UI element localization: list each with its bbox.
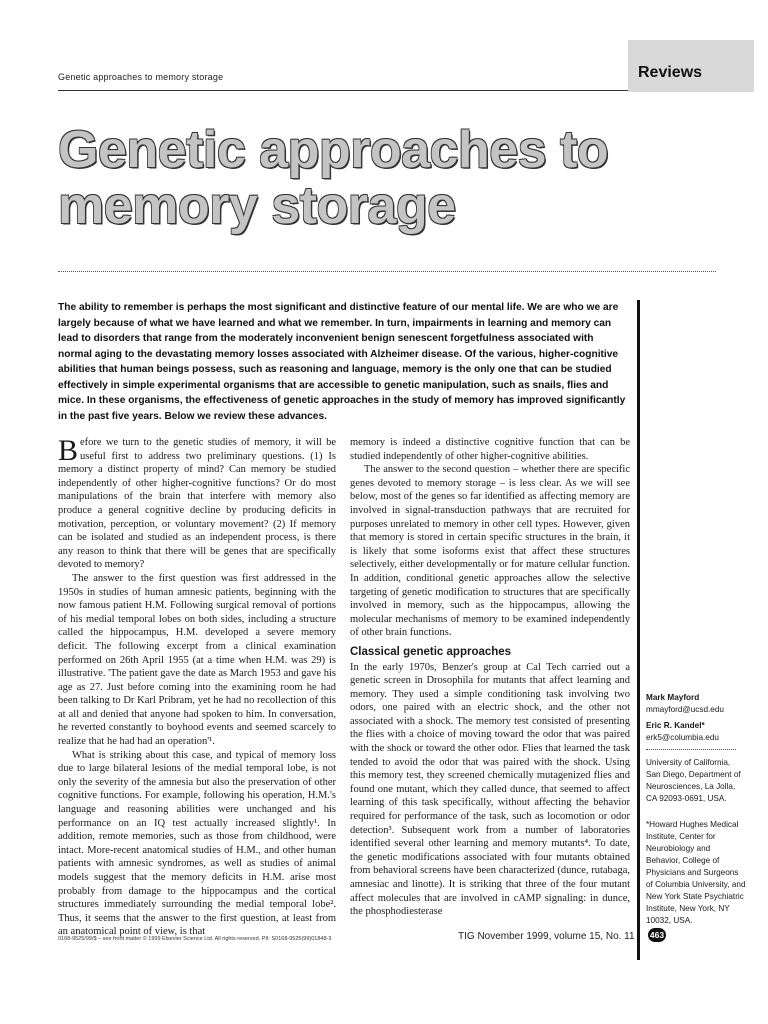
author-email: erk5@columbia.edu (646, 733, 719, 742)
abstract: The ability to remember is perhaps the most significant and distinctive feature of our mental life. We are who we are largely because of what we have learned and what we remember. In turn, impairments in learning and memory can lead to disorders that range from the moderately inconvenient benign senescent forgetfulness associated with normal aging to the devastating memory losses associated with Alzheimer disease. Of the various, higher-cognitive abilities that human beings possess, such as reasoning and language, memory is the only one that can be studied effectively in simple experimental organisms that are accessible to genetic manipulation, such as snails, flies and mice. In these organisms, the effectiveness of genetic approaches in the study of memory has improved significantly in the past five years. Below we review these advances. (58, 302, 626, 422)
header-rule (58, 90, 628, 91)
author-email: mmayford@ucsd.edu (646, 705, 724, 714)
author-divider (646, 749, 736, 750)
paragraph: The answer to the second question – whether there are specific genes devoted to memory storage – is less clear. As we will see below, most of the genes so far identified as affecting memory are involved in signal-transduction pathways that are recruited for purposes unrelated to memory in other cell types. However, given that memory is stored in certain specific structures in the brain, it is likely that some isoforms exist that affect these structures selectively, either developmentally or for mature cellular function. In addition, conditional genetic approaches allow the selective targeting of genetic modification to structures that are specifically involved in memory, such as the hippocampus, allowing the molecular mechanisms of memory to be examined independently of other brain functions. (350, 464, 630, 639)
vertical-rule (637, 300, 640, 960)
paragraph: The answer to the first question was first addressed in the 1950s in studies of human amnesic patients, beginning with the now famous patient H.M. Following surgical removal of portions of his medial temporal lobes on both sides, including a structure called the hippocampus, H.M. developed a severe memory deficit. The following excerpt from a clinical examination performed on 26th April 1955 (at a time when H.M. was 29) is illustrative. 'The patient gave the date as March 1953 and gave his age as 27. Just before coming into the examining room he had been talking to Dr Karl Pribram, yet he had no recollection of this at all and denied that anyone had spoken to him. In conversation, he reverted constantly to boyhood events and seemed scarcely to realize that he had had an operation'¹. (58, 572, 336, 748)
title-divider (58, 271, 716, 272)
author-block (646, 692, 746, 744)
section-label: Reviews (638, 64, 703, 81)
paragraph-text: efore we turn to the genetic studies of memory, it will be useful first to address two preliminary questions. (1) Is memory a distinct property of mind? Can memory be studied independently of other higher-cognitive functions? Or do most manipulations of the brain that interfere with memory also produce a general cognitive decline by producing deficits in motivation, perception, or voluntary movement? (2) If memory can be isolated and studied as an independent process, is there any reason to think that there will be genes that are specifically devoted to memory? (58, 437, 336, 571)
journal-citation: TIG November 1999, volume 15, No. 11 (458, 931, 635, 942)
paragraph (58, 436, 336, 572)
paragraph: What is striking about this case, and typical of memory loss due to large bilateral lesions of the medial temporal lobe, is not only the severity of the amnesia but also the preservation of other cognitive functions. For example, following his operation, H.M.'s language and reasoning abilities were unchanged and his performance on an IQ test actually increased slightly¹. In addition, remote memories, such as those from childhood, were intact. More-recent anatomical studies of H.M., and other human patients with amnesic syndromes, as well as studies of animal models suggest that the memory deficits in H.M. arise most probably from damage to the hippocampus and the cortical structures immediately surrounding the medial temporal lobe². Thus, it seems that the answer to the first question, at least from an anatomical point of view, is that (58, 749, 336, 938)
title-line-2: memory storage (58, 177, 456, 235)
title-line-1: Genetic approaches to (58, 121, 609, 179)
body-column-2 (350, 436, 630, 919)
page-number: 463 (649, 930, 665, 940)
article-title (58, 122, 608, 234)
body-column-1 (58, 436, 336, 939)
paragraph: In the early 1970s, Benzer's group at Cal Tech carried out a genetic screen in Drosophila for mutants that affect learning and memory. They used a simple conditioning task involving two odors, one paired with an electric shock, and the other not associated with a shock. The memory test consisted of presenting the flies with a choice of moving toward the odor that was paired with the shock or toward the other odor. Flies that learned the task tended to avoid the odor that was paired with the shock. Using this memory test, they screened chemically mutagenized flies and found one mutant, which they called dunce, that seemed to affect learning of this task specifically, without affecting the behavior required for performance of the task, such as locomotion or odor detection³. Subsequent work from a number of laboratories identified several other learning and memory mutants⁴. To date, the genetic modifications associated with four mutants obtained from behavioral screens have been characterized (dunce, rutabaga, amnesiac and linotte). It is striking that three of the four mutant affect molecules that are involved in cAMP signaling: in dunce, the phosphodiesterase (350, 661, 630, 918)
drop-cap: B (58, 434, 79, 467)
paragraph: memory is indeed a distinctive cognitive function that can be studied independently of other higher-cognitive abilities. (350, 437, 630, 462)
running-head: Genetic approaches to memory storage (58, 72, 224, 82)
author-name: Mark Mayford (646, 693, 700, 702)
author-name: Eric R. Kandel* (646, 721, 705, 730)
affiliation: *Howard Hughes Medical Institute, Center for Neurobiology and Behavior, College of Physicians and Surgeons of Columbia University, and New York State Psychiatric Institute, New York, NY 10032, USA. (646, 820, 746, 925)
copyright-line: 0168-9525/99/$ – see front matter © 1999 Elsevier Science Ltd. All rights reserved. PII: S0168-9525(99)01848-3 (58, 936, 332, 942)
affiliation: University of California, San Diego, Department of Neurosciences, La Jolla, CA 92093-0691, USA. (646, 758, 741, 803)
section-heading: Classical genetic approaches (350, 645, 512, 658)
